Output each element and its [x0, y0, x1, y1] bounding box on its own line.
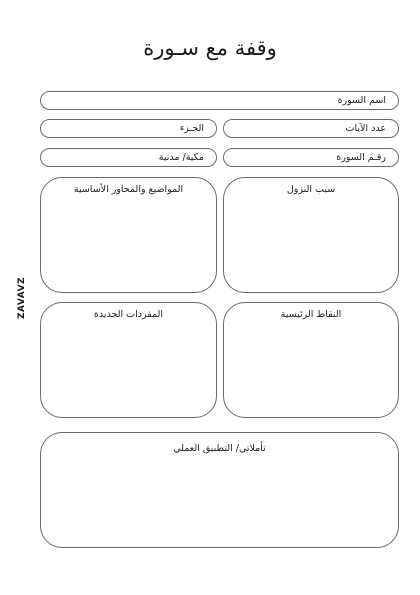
revelation-reason-box[interactable] [223, 177, 399, 293]
surah-name-label: اسم السورة [337, 95, 386, 106]
verse-count-field[interactable] [223, 119, 399, 138]
surah-name-field[interactable] [40, 91, 399, 110]
main-points-label: النقاط الرئيسية [280, 309, 342, 320]
page-title: وقفة مع سـورة [143, 36, 277, 60]
main-topics-label: المواضيع والمحاور الأساسية [73, 184, 184, 195]
juz-label: الجـزء [179, 123, 204, 134]
surah-number-field[interactable] [223, 148, 399, 167]
surah-number-label: رقـم السورة [336, 152, 386, 163]
reflections-box[interactable] [40, 432, 399, 548]
juz-field[interactable] [40, 119, 217, 138]
makki-madani-field[interactable] [40, 148, 217, 167]
brand-logo: ZAVAVZ [17, 276, 27, 320]
reflections-label: تأملاتي/ التطبيق العملي [173, 443, 266, 454]
main-points-box[interactable] [223, 302, 399, 418]
new-vocabulary-label: المفردات الجديدة [93, 309, 164, 320]
revelation-reason-label: سبب النزول [286, 184, 336, 195]
main-topics-box[interactable] [40, 177, 217, 293]
makki-madani-label: مكية/ مدنية [158, 152, 204, 163]
verse-count-label: عدد الآيات [345, 123, 386, 134]
new-vocabulary-box[interactable] [40, 302, 217, 418]
